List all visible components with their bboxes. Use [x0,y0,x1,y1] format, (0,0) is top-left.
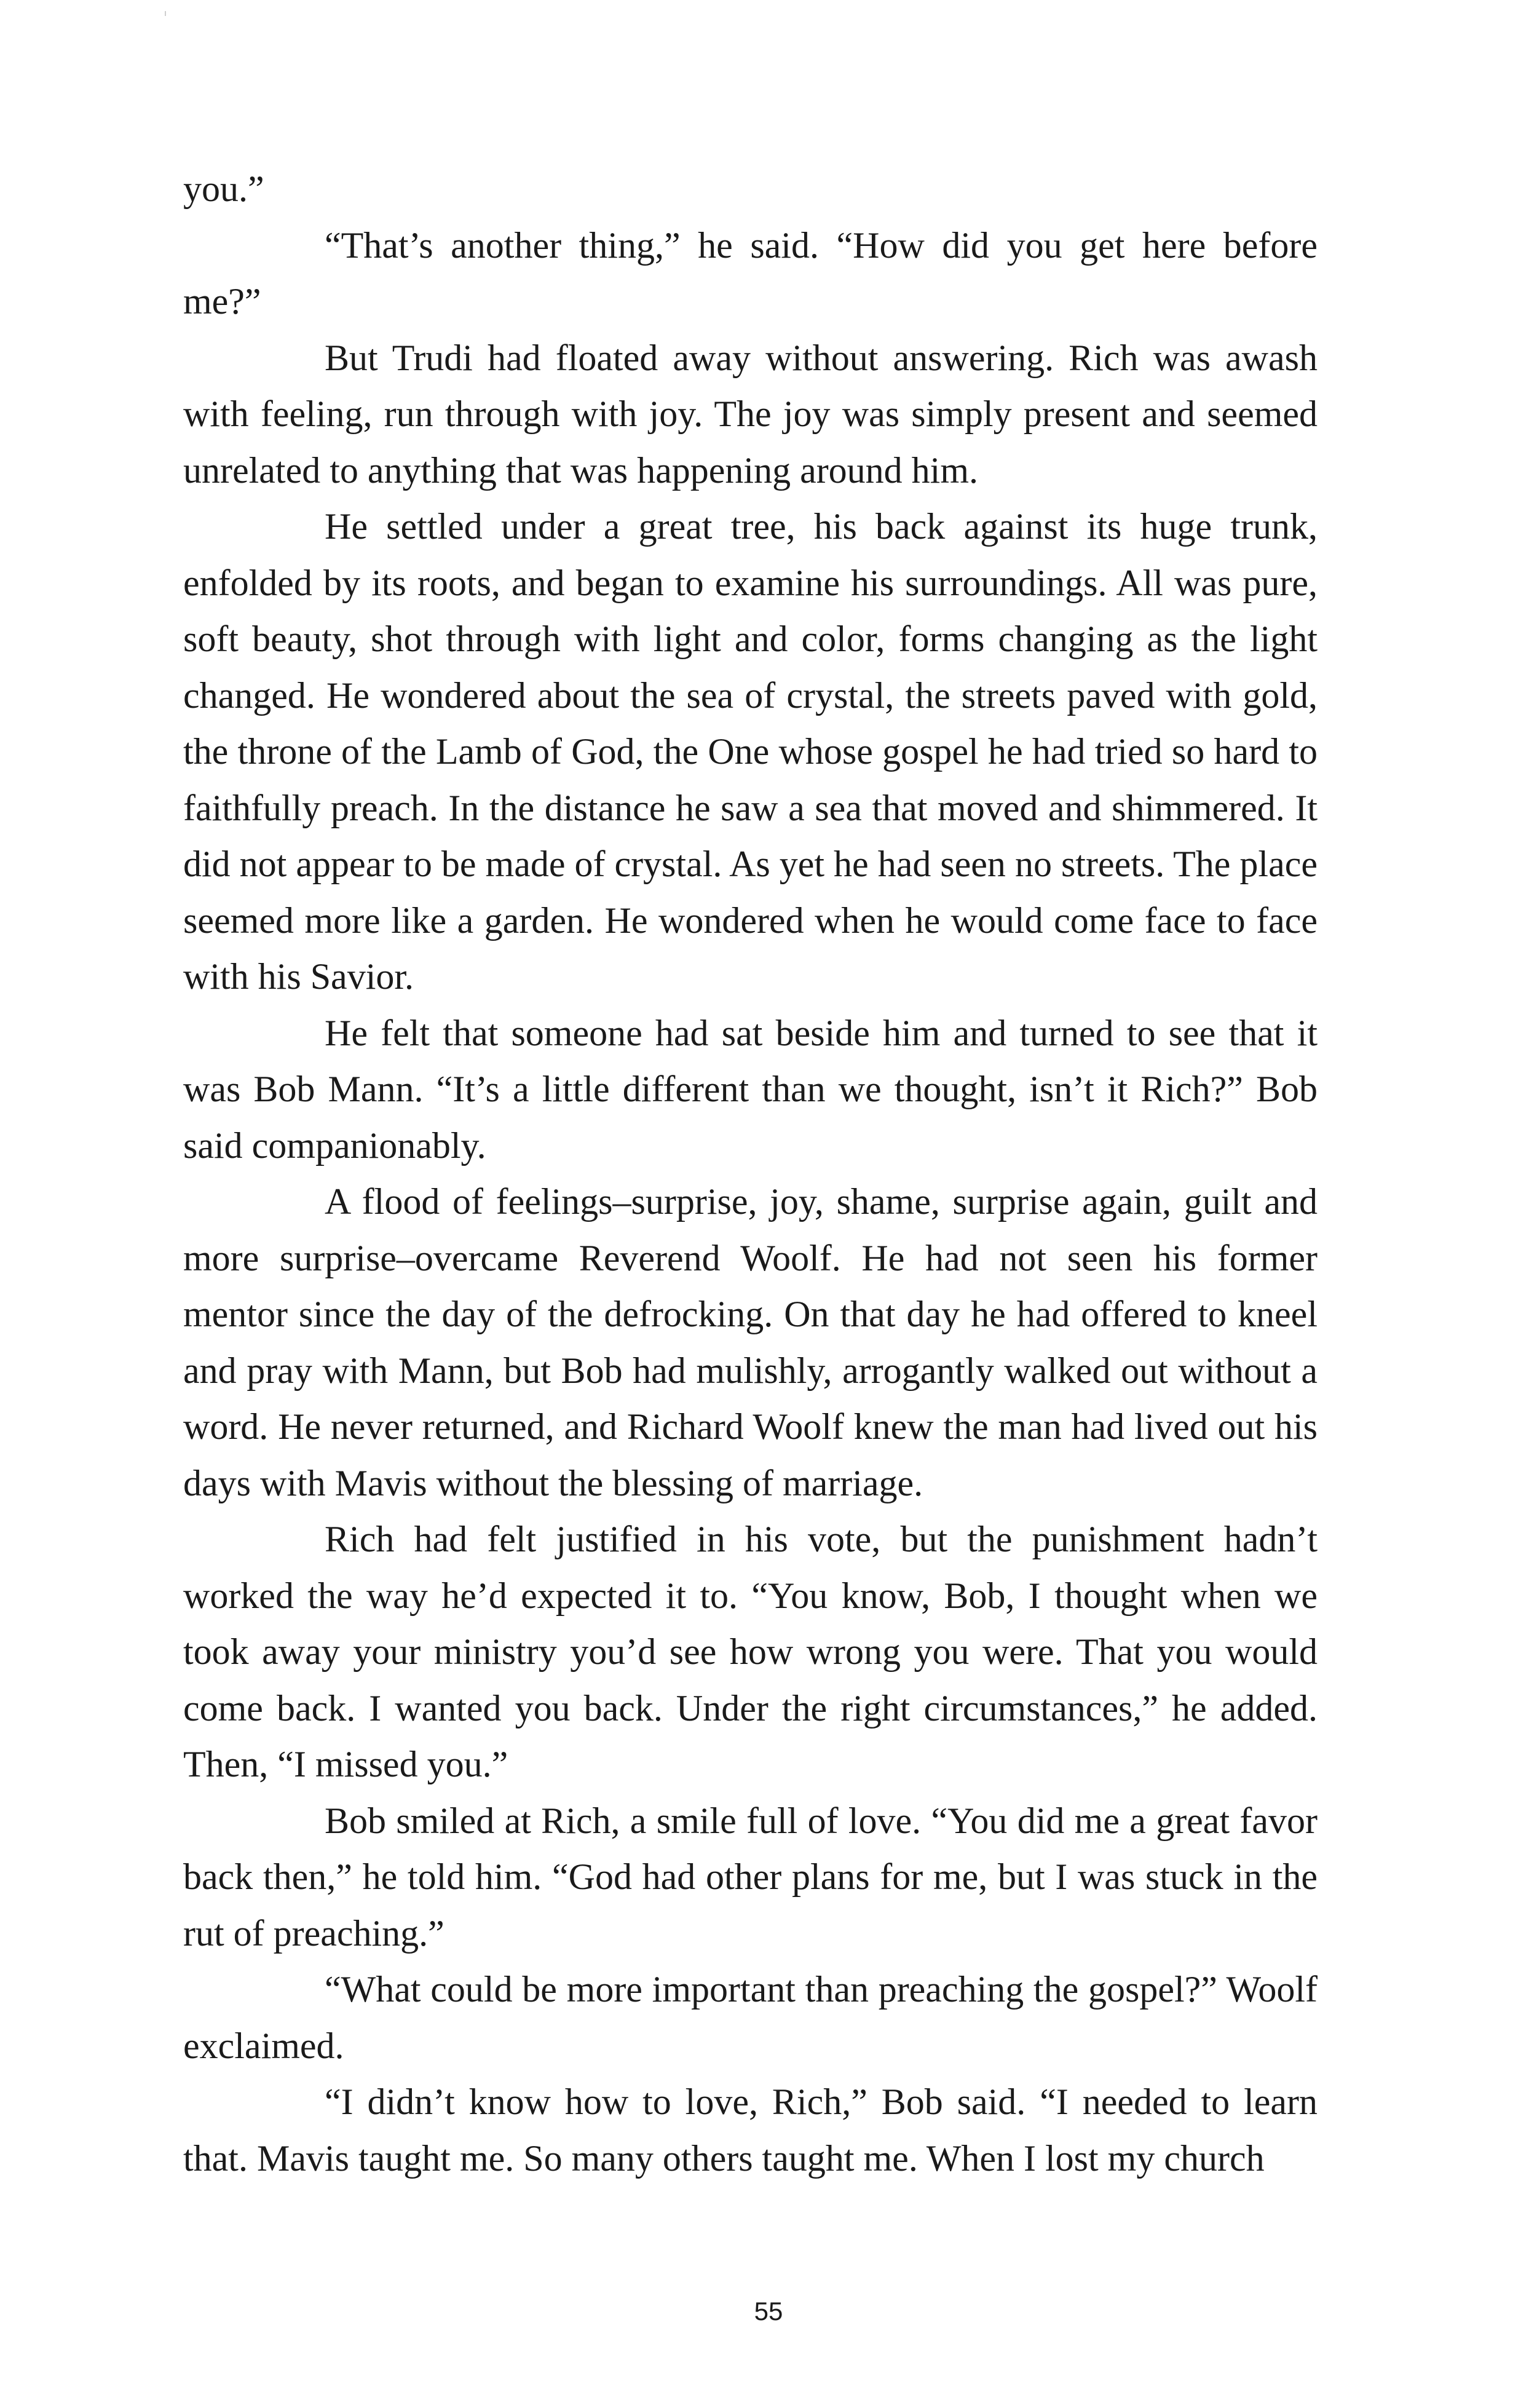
paragraph-9: “What could be more important than preaching the gospel?” Woolf exclaimed. [183,1969,1318,2066]
paragraph-5: He felt that someone had sat beside him and turned to see that it was Bob Mann. “It’s a little different than we thought, isn’t it Rich?” Bob said companionably. [183,1012,1318,1166]
paragraph-7: Rich had felt justified in his vote, but the punishment hadn’t worked the way he’d expected it to. “You know, Bob, I thought when we took away your ministry you’d see how wrong you were. That you would come back. I wanted you back. Under the right circumstances,” he added. Then, “I missed you.” [183,1519,1318,1784]
paragraph-4: He settled under a great tree, his back against its huge trunk, enfolded by its roots, and began to examine his surroundings. All was pure, soft beauty, shot through with light and color, forms changing as the light changed. He wondered about the sea of crystal, the streets paved with gold, the throne of the Lamb of God, the One whose gospel he had tried so hard to faithfully preach. In the distance he saw a sea that moved and shimmered. It did not appear to be made of crystal. As yet he had seen no streets. The place seemed more like a garden. He wondered when he would come face to face with his Savior. [183,506,1318,997]
paragraph-3: But Trudi had floated away without answering. Rich was awash with feeling, run through with joy. The joy was simply present and seemed unrelated to anything that was happening around him. [183,337,1318,491]
paragraph-10: “I didn’t know how to love, Rich,” Bob said. “I needed to learn that. Mavis taught me. So many others taught me. When I lost my church [183,2081,1318,2179]
paragraph-8: Bob smiled at Rich, a smile full of love. “You did me a great favor back then,” he told him. “God had other plans for me, but I was stuck in the rut of preaching.” [183,1800,1318,1954]
body-text [183,161,1318,2187]
paragraph-1: you.” [183,168,264,209]
paragraph-6: A flood of feelings–surprise, joy, shame, surprise again, guilt and more surprise–overcame Reverend Woolf. He had not seen his former mentor since the day of the defrocking. On that day he had offered to kneel and pray with Mann, but Bob had mulishly, arrogantly walked out without a word. He never returned, and Richard Woolf knew the man had lived out his days with Mavis without the blessing of marriage. [183,1181,1318,1503]
paragraph-2: “That’s another thing,” he said. “How did you get here before me?” [183,224,1318,322]
page-number: 55 [754,2297,783,2326]
scan-mark [165,11,166,16]
